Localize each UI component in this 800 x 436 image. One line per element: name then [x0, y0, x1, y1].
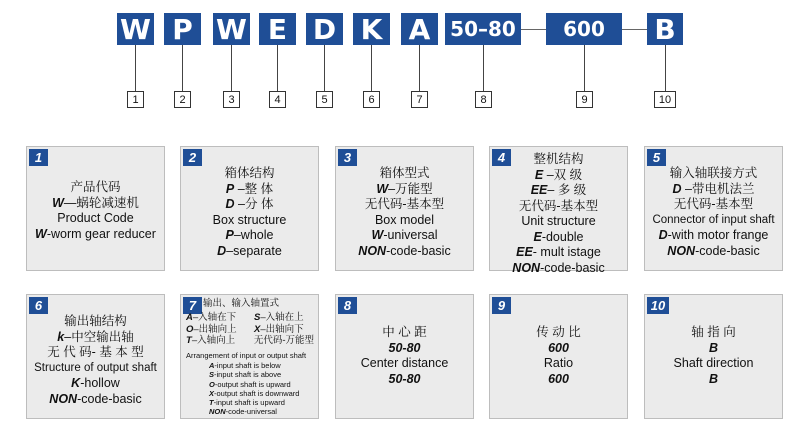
panel-number-badge: 2 — [183, 149, 202, 166]
index-box-3: 3 — [223, 91, 240, 108]
connector-line-8 — [483, 45, 484, 91]
code-box-10: B — [647, 13, 683, 45]
code-box-5: D — [306, 13, 343, 45]
p2-en-whole: P–whole — [225, 228, 274, 242]
p4-cn-double: E –双 级 — [534, 167, 583, 182]
p7-cn-title: 输出、输入轴置式 — [203, 298, 280, 309]
p1-en-title: Product Code — [57, 211, 134, 225]
p4-cn-basic: 无代码-基本型 — [518, 198, 599, 213]
p9-cn-title: 传 动 比 — [536, 325, 581, 339]
p8-en-value: 50-80 — [388, 371, 421, 386]
connector-line-1 — [135, 45, 136, 91]
connector-line-10 — [665, 45, 666, 91]
p4-en-double: E-double — [533, 229, 584, 244]
p3-cn-universal: W–万能型 — [376, 181, 433, 196]
p10-cn-title: 轴 指 向 — [691, 325, 736, 339]
p1-cn-title: 产品代码 — [70, 180, 121, 194]
panel-9-ratio — [489, 294, 628, 419]
p7-en-a: A-input shaft is below — [209, 361, 281, 370]
p7-en-o: O-output shaft is upward — [209, 379, 291, 389]
p4-cn-title: 整机结构 — [533, 152, 584, 166]
index-box-9: 9 — [576, 91, 593, 108]
panel-6-output-shaft — [26, 294, 165, 419]
panel-3-box-model — [335, 146, 474, 271]
code-box-4: E — [259, 13, 296, 45]
connector-line-2 — [182, 45, 183, 91]
p2-cn-title: 箱体结构 — [224, 166, 275, 180]
p8-cn-title: 中 心 距 — [382, 325, 427, 339]
code-box-8: 50–80 — [445, 13, 521, 45]
panel-2-box-structure — [180, 146, 319, 271]
p10-en-title: Shaft direction — [673, 356, 754, 370]
panel-number-badge: 10 — [647, 297, 669, 314]
p7-en-title: Arrangement of input or output shaft — [186, 351, 307, 360]
dash-8-9 — [521, 29, 546, 30]
p5-cn-basic: 无代码-基本型 — [673, 197, 754, 211]
code-box-3: W — [213, 13, 250, 45]
p9-cn-value: 600 — [548, 340, 569, 355]
code-box-1: W — [117, 13, 154, 45]
index-box-8: 8 — [475, 91, 492, 108]
panel-1-product-code — [26, 146, 165, 271]
panel-number-badge: 1 — [29, 149, 48, 166]
p2-cn-separate: D –分 体 — [225, 197, 274, 211]
panel-number-badge: 7 — [183, 297, 202, 314]
p4-en-basic: NON-code-basic — [512, 260, 605, 275]
index-box-1: 1 — [127, 91, 144, 108]
p3-cn-basic: 无代码-基本型 — [364, 197, 445, 211]
dash-9-10 — [622, 29, 647, 30]
panel-10-shaft-direction — [644, 294, 783, 419]
panel-7-shaft-arrangement — [180, 294, 319, 419]
index-box-10: 10 — [654, 91, 676, 108]
p4-en-multi: EE- mult istage — [516, 245, 601, 259]
panel-8-center-distance — [335, 294, 474, 419]
p9-en-title: Ratio — [543, 356, 574, 370]
index-box-7: 7 — [411, 91, 428, 108]
panel-number-badge: 6 — [29, 297, 48, 314]
p3-en-basic: NON-code-basic — [358, 243, 451, 258]
p5-en-basic: NON-code-basic — [667, 243, 760, 258]
connector-line-7 — [419, 45, 420, 91]
index-box-4: 4 — [269, 91, 286, 108]
panel-4-unit-structure — [489, 146, 628, 275]
p6-cn-basic: 无 代 码- 基 本 型 — [47, 345, 144, 359]
p1-cn-desc: W—蜗轮减速机 — [52, 195, 139, 210]
panel-number-badge: 8 — [338, 297, 357, 314]
p7-cn-row-3: T–入轴向上 无代码-万能型 — [186, 335, 314, 346]
index-box-6: 6 — [363, 91, 380, 108]
panel-5-input-connector — [644, 146, 783, 271]
p4-en-title: Unit structure — [521, 214, 596, 228]
p3-en-title: Box model — [374, 212, 435, 227]
connector-line-4 — [277, 45, 278, 91]
connector-line-5 — [324, 45, 325, 91]
p10-en-value: B — [708, 371, 719, 386]
p6-en-title: Structure of output shaft — [34, 361, 157, 374]
index-box-2: 2 — [174, 91, 191, 108]
p3-en-universal: W-universal — [371, 228, 438, 242]
p7-en-non: NON-code-universal — [209, 407, 277, 417]
p7-en-s: S-input shaft is above — [209, 370, 282, 380]
connector-line-9 — [584, 45, 585, 91]
p8-cn-value: 50-80 — [388, 340, 421, 355]
p2-en-title: Box structure — [212, 212, 287, 227]
index-box-5: 5 — [316, 91, 333, 108]
p5-cn-title: 输入轴联接方式 — [669, 166, 758, 180]
p7-en-t: T-input shaft is upward — [209, 398, 285, 408]
p6-cn-hollow: k–中空输出轴 — [57, 329, 134, 344]
panel-number-badge: 9 — [492, 297, 511, 314]
p5-en-flange: D-with motor frange — [658, 228, 769, 242]
p7-en-x: X-output shaft is downward — [209, 388, 300, 398]
p1-en-desc: W-worm gear reducer — [35, 226, 156, 241]
p7-cn-row-1: A–入轴在下 S–入轴在上 — [186, 312, 304, 323]
panel-number-badge: 5 — [647, 149, 666, 166]
p3-cn-title: 箱体型式 — [379, 166, 430, 180]
code-box-9: 600 — [546, 13, 622, 45]
p6-cn-title: 输出轴结构 — [64, 314, 127, 328]
p5-en-title: Connector of input shaft — [652, 213, 775, 226]
p10-cn-value: B — [708, 340, 719, 355]
connector-line-6 — [371, 45, 372, 91]
p7-cn-row-2: O–出轴向上 X–出轴向下 — [186, 323, 304, 335]
panel-number-badge: 3 — [338, 149, 357, 166]
code-box-6: K — [353, 13, 390, 45]
panel-number-badge: 4 — [492, 149, 511, 166]
p6-en-hollow: K-hollow — [71, 376, 120, 390]
p9-en-value: 600 — [548, 371, 569, 386]
p4-cn-multi: EE– 多 级 — [530, 183, 587, 197]
connector-line-3 — [231, 45, 232, 91]
p2-cn-whole: P –整 体 — [225, 181, 274, 196]
p8-en-title: Center distance — [360, 356, 449, 370]
p2-en-separate: D–separate — [217, 243, 282, 258]
p5-cn-flange: D –带电机法兰 — [672, 181, 755, 196]
code-box-7: A — [401, 13, 438, 45]
p6-en-basic: NON-code-basic — [49, 391, 142, 406]
code-box-2: P — [164, 13, 201, 45]
